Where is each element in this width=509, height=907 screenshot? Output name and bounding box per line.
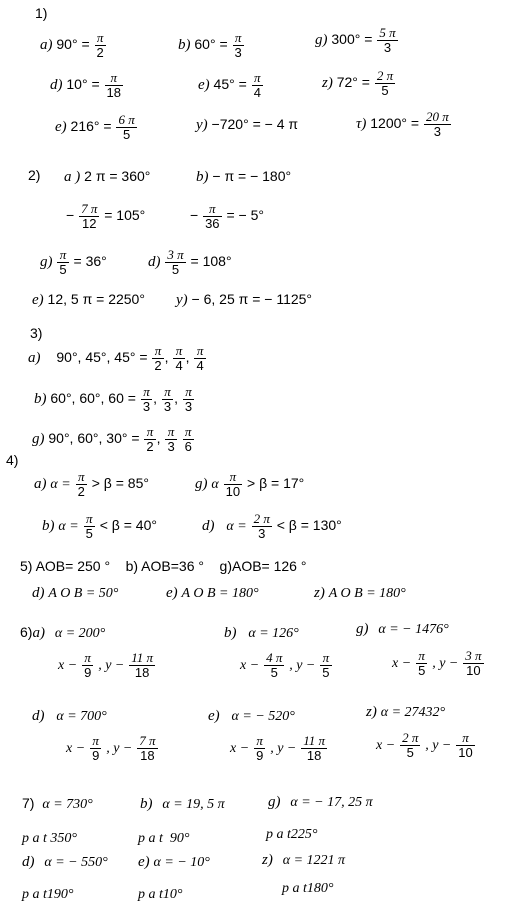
equation: A O B = 50° — [48, 586, 119, 601]
exercise-2c2 — [190, 202, 264, 231]
equation: 12, 5 π = 2250° — [47, 291, 145, 307]
rhs: = 108° — [190, 253, 232, 270]
exercise-7a — [22, 794, 93, 814]
lhs: 90°, 60°, 30° = — [48, 430, 140, 447]
exercise-6d-coords: x − $\frac{\pi}{9}$ , y − $\frac{7 \pi}{18}$ — [66, 733, 156, 763]
fraction: $\frac{\pi}{9}$ — [256, 733, 264, 763]
label: g) — [268, 794, 281, 810]
exercise-6d-alpha — [32, 706, 107, 726]
lhs: 90°, 45°, 45° = — [56, 349, 148, 366]
exercise-1z — [322, 69, 396, 98]
alpha: α = − 1476° — [378, 622, 449, 637]
answer-7e: p a t10° — [138, 887, 183, 902]
lhs: 300° = — [331, 31, 373, 48]
alpha: α = − 550° — [44, 855, 108, 870]
exercise-6z-alpha — [366, 702, 445, 722]
rhs: = 36° — [73, 253, 107, 270]
fraction: $\frac{11 \pi}{18}$ — [303, 733, 326, 763]
exercise-2y — [176, 290, 312, 309]
answer-7z: p a t180° — [282, 881, 334, 896]
fraction: $\frac{2 \pi}{5}$ — [402, 730, 419, 760]
exercise-6g-alpha — [356, 619, 449, 639]
alpha: α = 1221 π — [282, 853, 346, 868]
exercise-1b — [178, 31, 245, 60]
rhs: > β = 17° — [247, 475, 305, 492]
exercise-4b — [42, 512, 157, 541]
fraction: $\frac{\pi}{9}$ — [92, 733, 100, 763]
exercise-1d — [50, 71, 124, 100]
exercise-7b — [140, 794, 225, 814]
exercise-1e — [198, 71, 264, 100]
section-7-number: 7) — [22, 795, 35, 811]
exercise-7e — [138, 852, 210, 872]
equation: 2 π = 360° — [84, 168, 151, 184]
fraction: $\frac{6 \pi}{5}$ — [118, 112, 135, 142]
lhs: 216° = — [70, 118, 112, 135]
exercise-7z — [262, 850, 345, 870]
lhs: 45° = — [213, 76, 247, 93]
fraction: $\frac{\pi}{4}$ — [175, 343, 183, 373]
answer-7a: p a t 350° — [22, 831, 77, 846]
exercise-6a-alpha — [20, 623, 105, 643]
equation: −720° = − 4 π — [211, 116, 299, 132]
section-1-number: 1) — [35, 5, 48, 21]
label: y) — [196, 117, 208, 133]
exercise-6b-alpha — [224, 623, 299, 643]
exercise-2b — [196, 167, 291, 186]
label: d) — [32, 708, 45, 724]
label: e) — [32, 292, 44, 308]
fraction: $\frac{\pi}{18}$ — [106, 70, 121, 100]
exercise-1t — [356, 110, 452, 139]
answer-7d: p a t190° — [22, 887, 74, 902]
lhs: 60° = — [194, 36, 228, 53]
fraction: $\frac{\pi}{2}$ — [96, 30, 104, 60]
label: g) — [195, 476, 208, 493]
label: d) — [22, 854, 35, 870]
exercise-1g — [315, 26, 399, 55]
exercise-4g — [195, 470, 304, 499]
exercise-1e2 — [55, 113, 138, 142]
label: e) — [198, 77, 210, 94]
label: e) — [55, 119, 67, 136]
exercise-2c — [66, 202, 145, 231]
exercise-6z-coords: x − $\frac{2 \pi}{5}$ , y − $\frac{\pi}{10}$ — [376, 730, 473, 760]
exercise-2g — [40, 248, 107, 277]
answer-7b: p a t 90° — [138, 831, 190, 846]
exercise-5e — [166, 583, 259, 603]
equation: − π = − 180° — [212, 168, 292, 184]
fraction: $\frac{11 \pi}{18}$ — [131, 650, 154, 680]
exercise-5z — [314, 583, 406, 603]
lhs: 1200° = — [370, 115, 420, 132]
equation: A O B = 180° — [328, 586, 406, 601]
alpha: α — [211, 477, 219, 493]
fraction: $\frac{\pi}{5}$ — [418, 648, 426, 678]
alpha: α = 19, 5 π — [162, 797, 225, 812]
fraction: $\frac{\pi}{5}$ — [322, 650, 330, 680]
label: d) — [202, 518, 215, 535]
alpha: α = 200° — [54, 626, 106, 641]
fraction: $\frac{20 \pi}{3}$ — [425, 109, 449, 139]
fraction: $\frac{7 \pi}{12}$ — [81, 201, 98, 231]
rhs: = 105° — [104, 207, 146, 224]
lhs: 10° = — [66, 76, 100, 93]
minus: − — [66, 207, 75, 224]
label: d) — [32, 585, 45, 601]
label: b) — [140, 796, 153, 812]
label: g) — [40, 254, 53, 271]
alpha: α = 27432° — [380, 705, 446, 720]
section-3-number: 3) — [30, 325, 43, 341]
exercise-3g: g) 90°, 60°, 30° = $\frac{\pi}{2}$ , $\frac{\pi}{3}$ $\frac{\pi}{6}$ — [32, 424, 192, 454]
label: z) — [262, 852, 273, 868]
alpha: α = − 17, 25 π — [290, 795, 373, 810]
label: g) — [315, 32, 328, 49]
label: b) — [178, 37, 191, 54]
answer-7g: p a t225° — [266, 827, 318, 842]
exercise-1a — [40, 31, 107, 60]
fraction: $\frac{2 \pi}{3}$ — [253, 511, 270, 541]
fraction: $\frac{3 \pi}{5}$ — [167, 247, 184, 277]
exercise-1y — [196, 115, 298, 134]
exercise-6a-coords: x − $\frac{\pi}{9}$ , y − $\frac{11 \pi}{18}$ — [58, 650, 154, 680]
fraction: $\frac{\pi}{3}$ — [167, 424, 175, 454]
label: z) — [322, 75, 333, 92]
alpha: α = — [58, 519, 79, 535]
label: a) — [40, 37, 53, 54]
label: b) — [196, 169, 209, 185]
fraction: $\frac{\pi}{4}$ — [253, 70, 261, 100]
lhs: 90° = — [56, 36, 90, 53]
exercise-6b-coords: x − $\frac{4 \pi}{5}$ , y − $\frac{\pi}{5}$ — [240, 650, 330, 680]
lhs: 72° = — [336, 74, 370, 91]
fraction: $\frac{\pi}{6}$ — [184, 424, 192, 454]
fraction: $\frac{\pi}{36}$ — [205, 201, 220, 231]
exercise-7g — [268, 792, 373, 812]
exercise-3a: a) 90°, 45°, 45° = $\frac{\pi}{2}$ , $\frac{\pi}{4}$ , $\frac{\pi}{4}$ — [28, 343, 204, 373]
fraction: $\frac{\pi}{9}$ — [84, 650, 92, 680]
rhs: > β = 85° — [91, 475, 149, 492]
label: z) — [366, 704, 377, 720]
fraction: $\frac{\pi}{5}$ — [85, 511, 93, 541]
label: a) — [34, 476, 47, 493]
label: b) — [224, 625, 237, 641]
exercise-2d — [148, 248, 232, 277]
exercise-6g-coords: x − $\frac{\pi}{5}$ , y − $\frac{3 \pi}{10}$ — [392, 648, 482, 678]
fraction: $\frac{7 \pi}{18}$ — [139, 733, 156, 763]
fraction: $\frac{\pi}{5}$ — [59, 247, 67, 277]
alpha: α = 700° — [56, 709, 107, 724]
label: e) — [138, 854, 150, 870]
fraction: $\frac{\pi}{3}$ — [163, 384, 172, 414]
exercise-2e — [32, 290, 145, 309]
fraction: $\frac{\pi}{3}$ — [234, 30, 242, 60]
fraction: $\frac{3 \pi}{10}$ — [465, 648, 482, 678]
alpha: α = 126° — [248, 626, 299, 641]
fraction: $\frac{\pi}{2}$ — [77, 469, 85, 499]
exercise-4d — [202, 512, 342, 541]
exercise-2a — [64, 167, 150, 186]
label: e) — [208, 708, 220, 724]
alpha: α = 730° — [42, 797, 93, 812]
fraction: $\frac{\pi}{4}$ — [196, 343, 204, 373]
exercise-3b: b) 60°, 60°, 60 = $\frac{\pi}{3}$ , $\frac{\pi}{3}$ , $\frac{\pi}{3}$ — [34, 384, 193, 414]
fraction: $\frac{\pi}{10}$ — [225, 469, 241, 499]
label: b) — [42, 518, 55, 535]
fraction: $\frac{\pi}{3}$ — [184, 384, 193, 414]
minus: − — [190, 207, 199, 224]
label: a) — [32, 625, 45, 641]
fraction: $\frac{\pi}{2}$ — [146, 424, 154, 454]
alpha: α = − 520° — [231, 709, 295, 724]
label: z) — [314, 585, 325, 601]
label: b) — [34, 391, 47, 408]
fraction: $\frac{4 \pi}{5}$ — [266, 650, 283, 680]
rhs: < β = 40° — [99, 517, 157, 534]
alpha: α = − 10° — [153, 855, 210, 870]
label: τ) — [356, 116, 367, 133]
section-4-number: 4) — [6, 452, 19, 468]
rhs: < β = 130° — [276, 517, 342, 534]
exercise-6e-coords: x − $\frac{\pi}{9}$ , y − $\frac{11 \pi}{18}$ — [230, 733, 326, 763]
alpha: α = — [50, 477, 71, 493]
label: a) — [28, 350, 41, 367]
lhs: 60°, 60°, 60 = — [50, 390, 136, 407]
fraction: $\frac{\pi}{2}$ — [154, 343, 162, 373]
alpha: α = — [226, 519, 247, 535]
label: e) — [166, 585, 178, 601]
label: g) — [356, 621, 369, 637]
equation: A O B = 180° — [181, 586, 259, 601]
exercise-7d — [22, 852, 108, 872]
label: d) — [50, 77, 63, 94]
label: g) — [32, 431, 45, 448]
label: a ) — [64, 169, 81, 185]
fraction: $\frac{\pi}{3}$ — [142, 384, 151, 414]
section-5-line-1: 5) AOB= 250 ° b) AOB=36 ° g)AOB= 126 ° — [20, 558, 307, 574]
rhs: = − 5° — [226, 207, 264, 224]
exercise-6e-alpha — [208, 706, 295, 726]
section-2-number: 2) — [28, 167, 41, 183]
fraction: $\frac{5 \pi}{3}$ — [379, 25, 396, 55]
section-6-number: 6) — [20, 624, 33, 640]
label: d) — [148, 254, 161, 271]
label: y) — [176, 292, 188, 308]
exercise-5d — [32, 583, 118, 603]
exercise-4a — [34, 470, 149, 499]
fraction: $\frac{2 \pi}{5}$ — [376, 68, 394, 98]
fraction: $\frac{\pi}{10}$ — [458, 730, 473, 760]
equation: − 6, 25 π = − 1125° — [191, 291, 313, 307]
